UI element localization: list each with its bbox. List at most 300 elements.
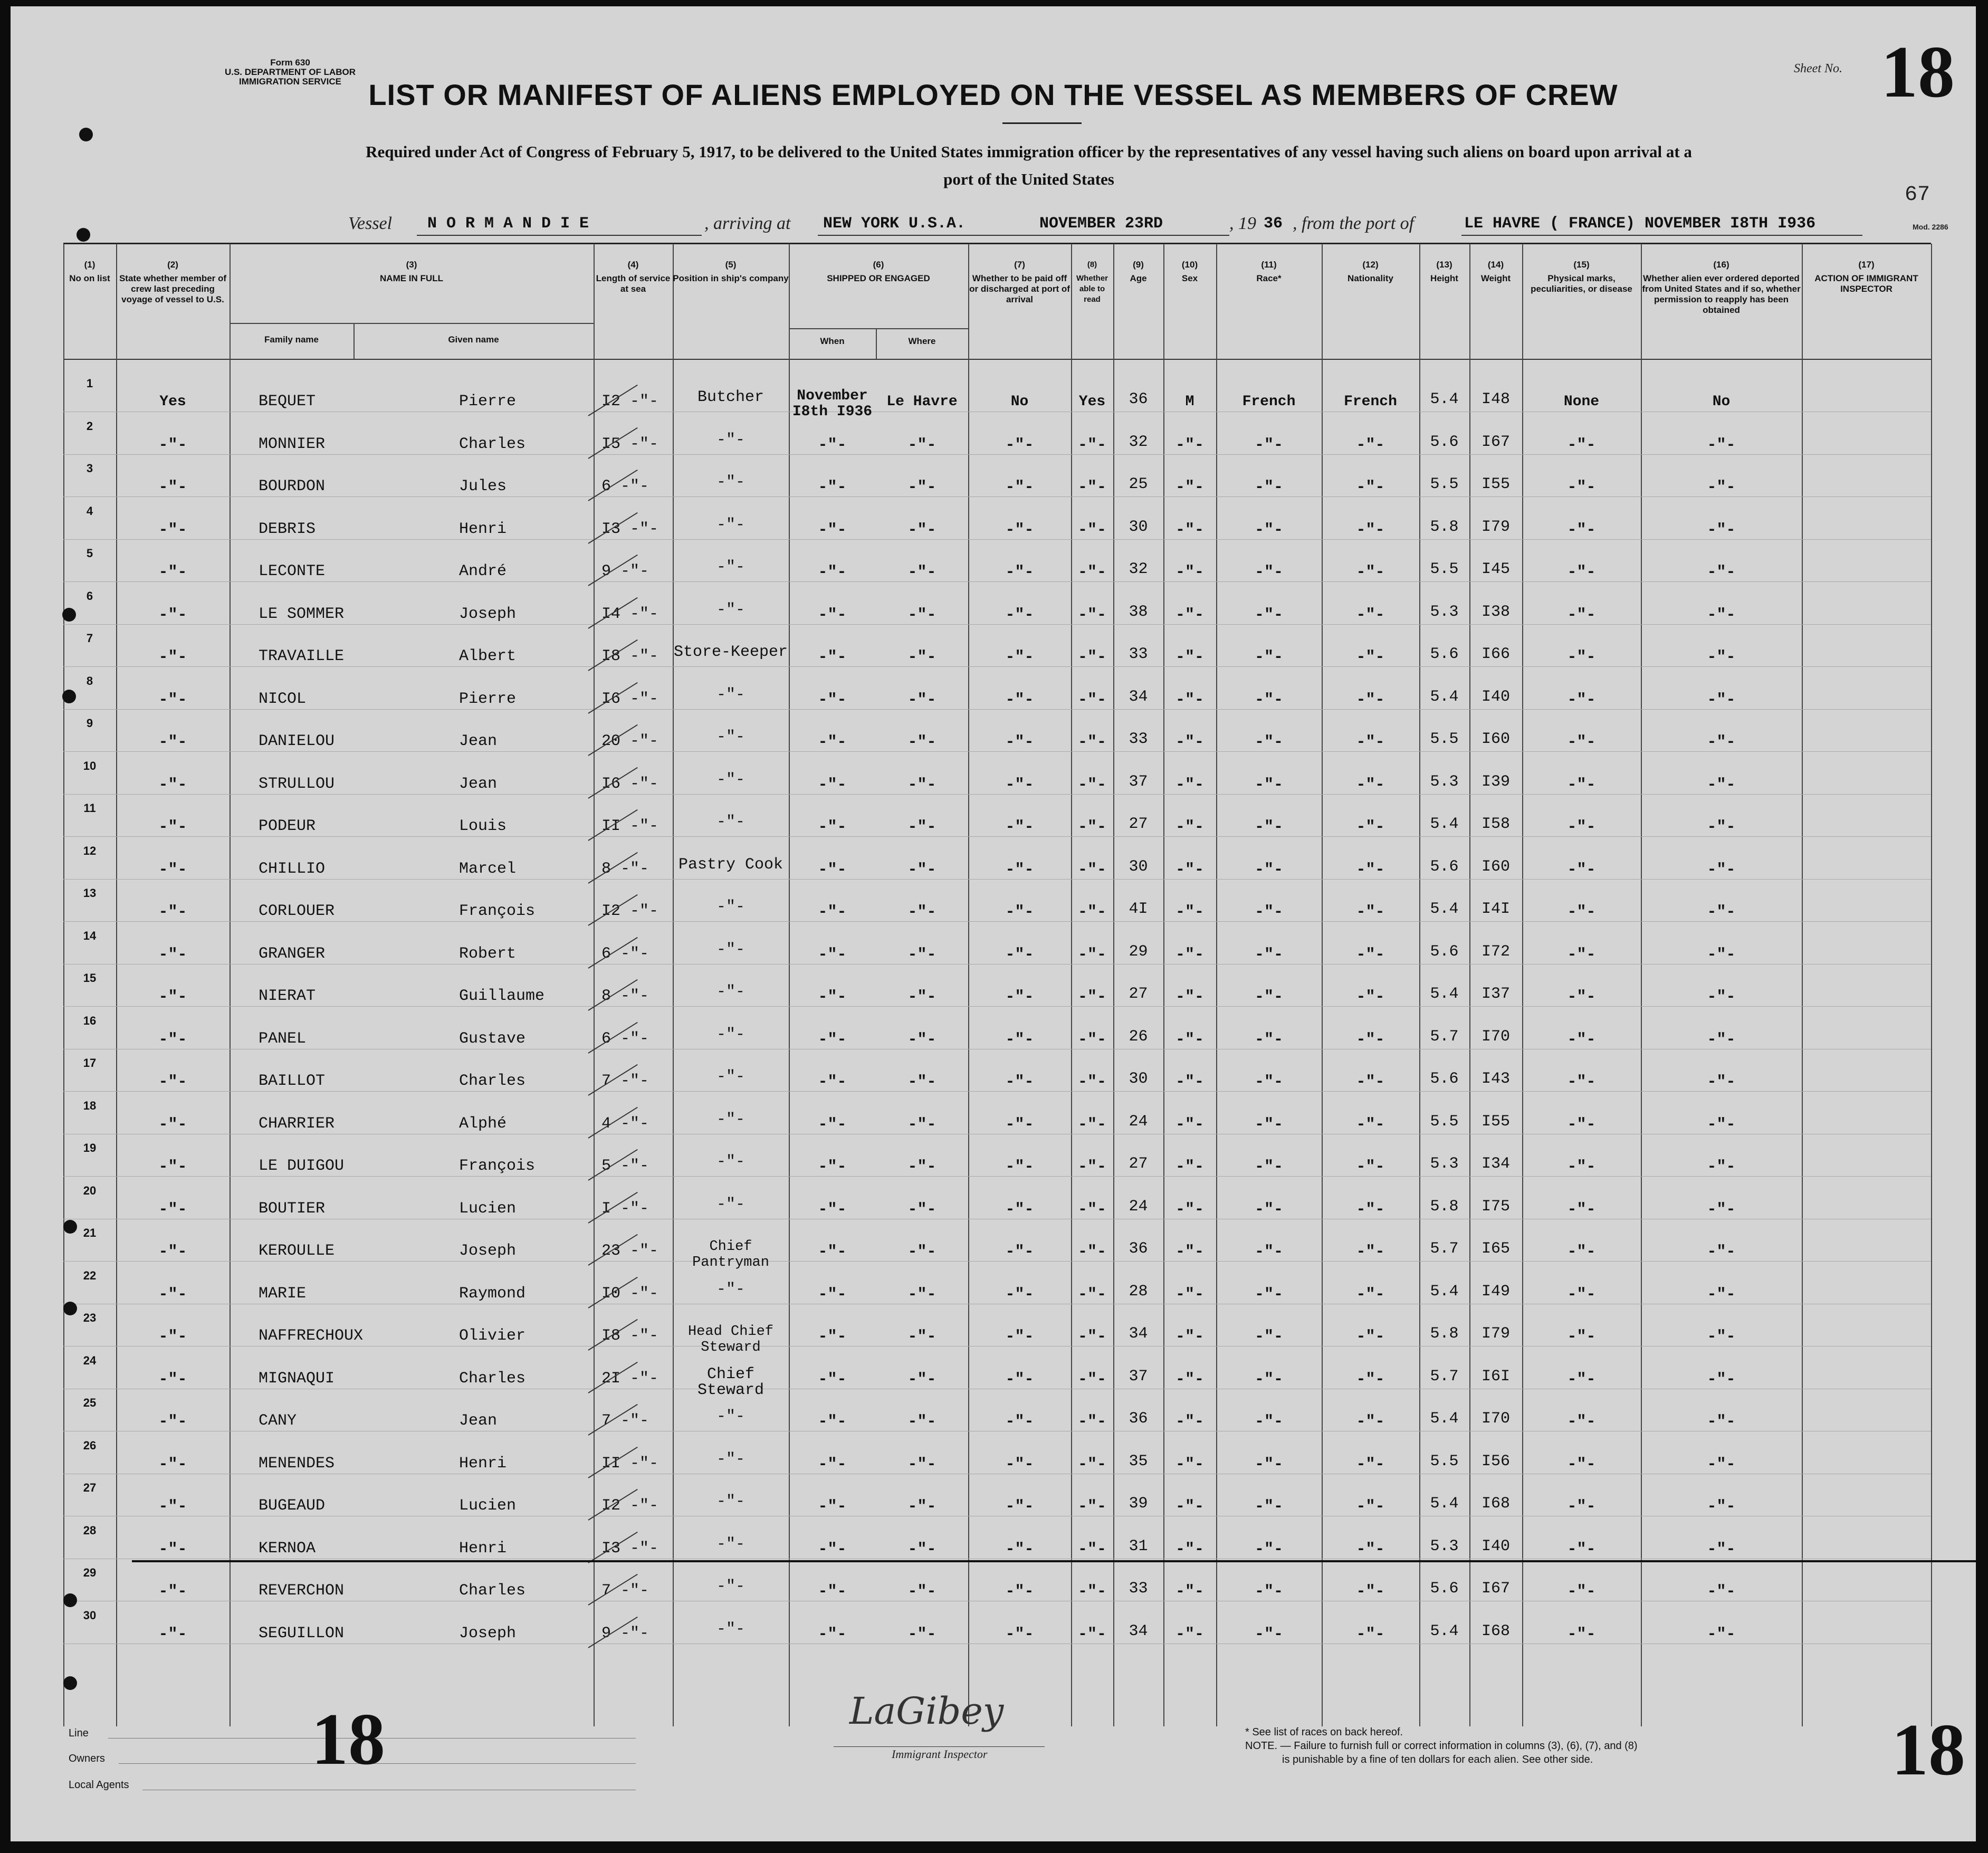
sex-cell: -"- bbox=[1175, 1498, 1204, 1516]
header-col-2: (2) State whether member of crew last preceding voyage of vessel to U.S. bbox=[119, 260, 227, 304]
given-name-cell: Pierre bbox=[459, 393, 517, 410]
able-to-read-cell: -"- bbox=[1077, 776, 1106, 794]
length-of-service-cell: I6 -"- bbox=[601, 690, 659, 708]
shipped-when-cell: -"- bbox=[818, 776, 847, 794]
length-of-service-cell: 23 -"- bbox=[601, 1242, 659, 1260]
sex-cell: -"- bbox=[1175, 1030, 1204, 1049]
race-cell: -"- bbox=[1254, 1030, 1283, 1049]
physical-marks-cell: -"- bbox=[1567, 436, 1596, 454]
shipped-where-cell: -"- bbox=[907, 606, 936, 624]
age-cell: 30 bbox=[1129, 518, 1148, 536]
age-cell: 39 bbox=[1129, 1495, 1148, 1513]
deported-cell: -"- bbox=[1707, 1540, 1736, 1559]
height-cell: 5.6 bbox=[1430, 433, 1459, 451]
paid-off-cell: -"- bbox=[1005, 776, 1034, 794]
shipped-when-cell: -"- bbox=[818, 606, 847, 624]
height-cell: 5.4 bbox=[1430, 1410, 1459, 1428]
length-of-service-cell: 5 -"- bbox=[601, 1157, 649, 1175]
shipped-when-cell: -"- bbox=[818, 1498, 847, 1516]
height-cell: 5.4 bbox=[1430, 390, 1459, 408]
height-cell: 5.7 bbox=[1430, 1367, 1459, 1386]
weight-cell: I70 bbox=[1481, 1027, 1510, 1046]
physical-marks-cell: -"- bbox=[1567, 1328, 1596, 1346]
header-col-5: (5) Position in ship's company bbox=[673, 260, 789, 283]
position-cell: -"- bbox=[716, 431, 745, 449]
nationality-cell: -"- bbox=[1356, 1625, 1385, 1644]
prev-voyage-cell: -"- bbox=[158, 1370, 187, 1389]
row-number: 11 bbox=[83, 801, 96, 815]
row-number: 23 bbox=[83, 1311, 97, 1324]
age-cell: 32 bbox=[1129, 560, 1148, 578]
race-cell: -"- bbox=[1254, 1200, 1283, 1219]
header-col-13: (13) Height bbox=[1430, 260, 1458, 283]
weight-cell: I40 bbox=[1481, 1537, 1510, 1555]
header-col-4: (4) Length of service at sea bbox=[596, 260, 671, 294]
family-name-cell: BUGEAUD bbox=[259, 1497, 326, 1515]
race-cell: -"- bbox=[1254, 1498, 1283, 1516]
row-number: 3 bbox=[86, 462, 93, 475]
shipped-when-cell: -"- bbox=[818, 1030, 847, 1049]
age-cell: 38 bbox=[1129, 603, 1148, 621]
height-cell: 5.4 bbox=[1430, 815, 1459, 833]
prev-voyage-cell: -"- bbox=[158, 691, 187, 709]
deported-cell: -"- bbox=[1707, 1030, 1736, 1049]
deported-cell: -"- bbox=[1707, 1328, 1736, 1346]
vessel-line bbox=[11, 209, 1976, 241]
position-cell: -"- bbox=[716, 558, 745, 576]
header-given-name: Given name bbox=[448, 335, 499, 345]
able-to-read-cell: -"- bbox=[1077, 648, 1106, 666]
shipped-where-cell: -"- bbox=[907, 1328, 936, 1346]
prev-voyage-cell: -"- bbox=[158, 648, 187, 666]
name-subheader-rule bbox=[230, 323, 594, 324]
prev-voyage-cell: -"- bbox=[158, 1328, 187, 1346]
paid-off-cell: -"- bbox=[1005, 1158, 1034, 1176]
length-of-service-cell: I6 -"- bbox=[601, 775, 659, 793]
from-label: , from the port of bbox=[1293, 214, 1414, 233]
sex-cell: -"- bbox=[1175, 1625, 1204, 1644]
agents-label: Local Agents bbox=[69, 1779, 129, 1791]
deported-cell: -"- bbox=[1707, 1073, 1736, 1091]
physical-marks-cell: -"- bbox=[1567, 818, 1596, 836]
row-number: 26 bbox=[83, 1438, 97, 1452]
note-line-2: NOTE. — Failure to furnish full or correct information in columns (3), (6), (7), and (8) bbox=[1245, 1740, 1638, 1752]
length-of-service-cell: I2 -"- bbox=[601, 902, 659, 920]
shipped-where-cell: -"- bbox=[907, 945, 936, 964]
family-name-cell: MIGNAQUI bbox=[259, 1369, 335, 1388]
inspector-signature: LaGibey bbox=[849, 1689, 1004, 1733]
weight-cell: I68 bbox=[1481, 1495, 1510, 1513]
physical-marks-cell: -"- bbox=[1567, 945, 1596, 964]
punch-hole bbox=[77, 228, 90, 242]
header-where: Where bbox=[908, 336, 936, 346]
arriving-underline bbox=[818, 235, 1039, 236]
page-title: LIST OR MANIFEST OF ALIENS EMPLOYED ON THE VESSEL AS MEMBERS OF CREW bbox=[368, 78, 1618, 111]
shipped-when-cell: -"- bbox=[818, 1370, 847, 1389]
given-name-cell: Robert bbox=[459, 944, 517, 963]
height-cell: 5.3 bbox=[1430, 772, 1459, 791]
given-name-cell: Joseph bbox=[459, 605, 517, 623]
shipped-where-cell: -"- bbox=[907, 521, 936, 539]
shipped-where-cell: -"- bbox=[907, 1030, 936, 1049]
nationality-cell: -"- bbox=[1356, 1413, 1385, 1431]
weight-cell: I39 bbox=[1481, 772, 1510, 791]
row-rule bbox=[63, 1006, 1931, 1007]
age-cell: 36 bbox=[1129, 1410, 1148, 1428]
nationality-cell: French bbox=[1344, 394, 1397, 410]
row-number: 24 bbox=[83, 1353, 97, 1367]
able-to-read-cell: -"- bbox=[1077, 606, 1106, 624]
paid-off-cell: -"- bbox=[1005, 733, 1034, 751]
weight-cell: I40 bbox=[1481, 687, 1510, 706]
header-col-8: (8) Whether able to read bbox=[1076, 260, 1108, 304]
shipped-where-cell: -"- bbox=[907, 988, 936, 1006]
nationality-cell: -"- bbox=[1356, 563, 1385, 581]
race-cell: -"- bbox=[1254, 691, 1283, 709]
able-to-read-cell: -"- bbox=[1077, 903, 1106, 921]
family-name-cell: PODEUR bbox=[259, 817, 316, 835]
family-name-cell: LECONTE bbox=[259, 562, 326, 580]
sex-cell: -"- bbox=[1175, 988, 1204, 1006]
race-cell: -"- bbox=[1254, 1073, 1283, 1091]
position-cell: -"- bbox=[716, 898, 745, 916]
row-rule bbox=[63, 709, 1931, 710]
sex-cell: -"- bbox=[1175, 1540, 1204, 1559]
deported-cell: -"- bbox=[1707, 436, 1736, 454]
position-cell: -"- bbox=[716, 1620, 745, 1638]
prev-voyage-cell: -"- bbox=[158, 436, 187, 454]
shipped-when-cell: -"- bbox=[818, 1540, 847, 1559]
nationality-cell: -"- bbox=[1356, 861, 1385, 879]
family-name-cell: NIERAT bbox=[259, 987, 316, 1005]
physical-marks-cell: -"- bbox=[1567, 988, 1596, 1006]
paid-off-cell: -"- bbox=[1005, 1243, 1034, 1261]
paid-off-cell: -"- bbox=[1005, 818, 1034, 836]
header-col-17: (17) ACTION OF IMMIGRANT INSPECTOR bbox=[1814, 260, 1918, 294]
height-cell: 5.5 bbox=[1430, 1452, 1459, 1470]
physical-marks-cell: -"- bbox=[1567, 733, 1596, 751]
shipped-where-cell: -"- bbox=[907, 1583, 936, 1601]
page-mark: 67 bbox=[1905, 183, 1930, 207]
height-cell: 5.4 bbox=[1430, 687, 1459, 706]
age-cell: 36 bbox=[1129, 1240, 1148, 1258]
sex-cell: -"- bbox=[1175, 1073, 1204, 1091]
arriving-date: NOVEMBER 23RD bbox=[1039, 215, 1163, 233]
physical-marks-cell: -"- bbox=[1567, 648, 1596, 666]
weight-cell: I58 bbox=[1481, 815, 1510, 833]
shipped-where-cell: -"- bbox=[907, 776, 936, 794]
header-col-1: (1) No on list bbox=[69, 260, 110, 283]
position-cell: -"- bbox=[716, 1110, 745, 1129]
paid-off-cell: -"- bbox=[1005, 1285, 1034, 1304]
row-number: 6 bbox=[86, 589, 93, 603]
height-cell: 5.5 bbox=[1430, 730, 1459, 748]
sheet-label: Sheet No. bbox=[1794, 62, 1842, 75]
column-line bbox=[1802, 244, 1803, 1726]
shipped-when-cell: -"- bbox=[818, 1625, 847, 1644]
family-name-cell: BAILLOT bbox=[259, 1072, 326, 1090]
shipped-when-cell: -"- bbox=[818, 1413, 847, 1431]
prev-voyage-cell: -"- bbox=[158, 563, 187, 581]
height-cell: 5.3 bbox=[1430, 1537, 1459, 1555]
deported-cell: -"- bbox=[1707, 691, 1736, 709]
shipped-where-cell: -"- bbox=[907, 818, 936, 836]
deported-cell: -"- bbox=[1707, 1285, 1736, 1304]
deported-cell: -"- bbox=[1707, 903, 1736, 921]
race-cell: -"- bbox=[1254, 776, 1283, 794]
family-name-cell: TRAVAILLE bbox=[259, 647, 345, 665]
shipped-when-cell: -"- bbox=[818, 436, 847, 454]
race-cell: -"- bbox=[1254, 988, 1283, 1006]
nationality-cell: -"- bbox=[1356, 818, 1385, 836]
row-rule bbox=[63, 624, 1931, 625]
able-to-read-cell: -"- bbox=[1077, 1455, 1106, 1474]
row-rule bbox=[63, 836, 1931, 837]
weight-cell: I79 bbox=[1481, 1325, 1510, 1343]
prev-voyage-cell: -"- bbox=[158, 1200, 187, 1219]
header-bottom-rule bbox=[63, 359, 1931, 360]
strikethrough-line bbox=[132, 1560, 1976, 1562]
length-of-service-cell: I2 -"- bbox=[601, 393, 659, 410]
length-of-service-cell: 9 -"- bbox=[601, 562, 649, 580]
paid-off-cell: -"- bbox=[1005, 1413, 1034, 1431]
row-rule bbox=[63, 879, 1931, 880]
paid-off-cell: -"- bbox=[1005, 606, 1034, 624]
able-to-read-cell: -"- bbox=[1077, 733, 1106, 751]
deported-cell: -"- bbox=[1707, 945, 1736, 964]
year-prefix: , 19 bbox=[1229, 214, 1256, 233]
owners-label: Owners bbox=[69, 1753, 105, 1764]
able-to-read-cell: Yes bbox=[1078, 394, 1106, 410]
weight-cell: I34 bbox=[1481, 1155, 1510, 1173]
height-cell: 5.8 bbox=[1430, 1197, 1459, 1216]
race-cell: -"- bbox=[1254, 606, 1283, 624]
shipped-where-cell: -"- bbox=[907, 1625, 936, 1644]
race-cell: -"- bbox=[1254, 1370, 1283, 1389]
nationality-cell: -"- bbox=[1356, 988, 1385, 1006]
race-cell: -"- bbox=[1254, 861, 1283, 879]
able-to-read-cell: -"- bbox=[1077, 563, 1106, 581]
able-to-read-cell: -"- bbox=[1077, 691, 1106, 709]
age-cell: 37 bbox=[1129, 1367, 1148, 1386]
given-name-cell: Gustave bbox=[459, 1029, 526, 1048]
physical-marks-cell: -"- bbox=[1567, 1285, 1596, 1304]
paid-off-cell: -"- bbox=[1005, 1115, 1034, 1134]
note-line-3: is punishable by a fine of ten dollars for each alien. See other side. bbox=[1282, 1754, 1593, 1765]
able-to-read-cell: -"- bbox=[1077, 1370, 1106, 1389]
height-cell: 5.3 bbox=[1430, 1155, 1459, 1173]
position-cell: -"- bbox=[716, 770, 745, 789]
given-name-cell: Guillaume bbox=[459, 987, 545, 1005]
header-col-11: (11) Race* bbox=[1256, 260, 1282, 283]
shipped-where-cell: -"- bbox=[907, 1073, 936, 1091]
shipped-when-cell: -"- bbox=[818, 1073, 847, 1091]
given-name-cell: Alphé bbox=[459, 1114, 507, 1133]
age-cell: 33 bbox=[1129, 730, 1148, 748]
age-cell: 37 bbox=[1129, 772, 1148, 791]
height-cell: 5.5 bbox=[1430, 475, 1459, 493]
row-number: 13 bbox=[83, 886, 97, 900]
paid-off-cell: -"- bbox=[1005, 1200, 1034, 1219]
family-name-cell: KEROULLE bbox=[259, 1242, 335, 1260]
deported-cell: -"- bbox=[1707, 1370, 1736, 1389]
given-name-cell: Joseph bbox=[459, 1242, 517, 1260]
length-of-service-cell: 6 -"- bbox=[601, 1029, 649, 1048]
row-number: 21 bbox=[83, 1226, 97, 1239]
height-cell: 5.6 bbox=[1430, 645, 1459, 663]
physical-marks-cell: -"- bbox=[1567, 1158, 1596, 1176]
deported-cell: -"- bbox=[1707, 776, 1736, 794]
race-cell: -"- bbox=[1254, 436, 1283, 454]
arriving-label: , arriving at bbox=[704, 214, 791, 233]
nationality-cell: -"- bbox=[1356, 1370, 1385, 1389]
age-cell: 24 bbox=[1129, 1112, 1148, 1131]
prev-voyage-cell: -"- bbox=[158, 479, 187, 496]
paid-off-cell: -"- bbox=[1005, 521, 1034, 539]
shipped-where-cell: -"- bbox=[907, 1370, 936, 1389]
prev-voyage-cell: -"- bbox=[158, 818, 187, 836]
age-cell: 31 bbox=[1129, 1537, 1148, 1555]
paid-off-cell: -"- bbox=[1005, 903, 1034, 921]
weight-cell: I66 bbox=[1481, 645, 1510, 663]
row-number: 10 bbox=[83, 759, 97, 772]
position-cell: -"- bbox=[716, 515, 745, 534]
column-line bbox=[594, 244, 595, 1726]
physical-marks-cell: -"- bbox=[1567, 1200, 1596, 1219]
shipped-where-cell: -"- bbox=[907, 563, 936, 581]
race-cell: -"- bbox=[1254, 903, 1283, 921]
family-name-cell: MONNIER bbox=[259, 435, 326, 453]
deported-cell: -"- bbox=[1707, 1158, 1736, 1176]
shipped-when-cell: -"- bbox=[818, 1583, 847, 1601]
shipped-when-cell: -"- bbox=[818, 1200, 847, 1219]
able-to-read-cell: -"- bbox=[1077, 1328, 1106, 1346]
physical-marks-cell: -"- bbox=[1567, 1030, 1596, 1049]
length-of-service-cell: 9 -"- bbox=[601, 1624, 649, 1642]
shipped-where-cell: -"- bbox=[907, 1540, 936, 1559]
header-col-10: (10) Sex bbox=[1181, 260, 1198, 283]
physical-marks-cell: -"- bbox=[1567, 1073, 1596, 1091]
punch-hole bbox=[63, 1302, 77, 1315]
weight-cell: I37 bbox=[1481, 985, 1510, 1003]
race-cell: -"- bbox=[1254, 1285, 1283, 1304]
position-cell: -"- bbox=[716, 1493, 745, 1511]
able-to-read-cell: -"- bbox=[1077, 436, 1106, 454]
from-port: LE HAVRE ( FRANCE) NOVEMBER I8TH I936 bbox=[1464, 215, 1816, 233]
prev-voyage-cell: Yes bbox=[159, 394, 186, 410]
able-to-read-cell: -"- bbox=[1077, 1030, 1106, 1049]
sex-cell: -"- bbox=[1175, 1455, 1204, 1474]
paid-off-cell: -"- bbox=[1005, 648, 1034, 666]
row-number: 16 bbox=[83, 1014, 97, 1027]
sex-cell: -"- bbox=[1175, 776, 1204, 794]
vessel-label: Vessel bbox=[348, 214, 393, 233]
physical-marks-cell: -"- bbox=[1567, 1583, 1596, 1601]
subtitle-line-1: Required under Act of Congress of February 5, 1917, to be delivered to the United States immigration officer by the representatives of any vessel having such aliens on board upon arrival at a bbox=[366, 142, 1692, 161]
deported-cell: -"- bbox=[1707, 1115, 1736, 1134]
signature-rule bbox=[834, 1746, 1045, 1747]
height-cell: 5.3 bbox=[1430, 603, 1459, 621]
race-cell: -"- bbox=[1254, 1625, 1283, 1644]
paid-off-cell: -"- bbox=[1005, 1328, 1034, 1346]
able-to-read-cell: -"- bbox=[1077, 1200, 1106, 1219]
height-cell: 5.7 bbox=[1430, 1027, 1459, 1046]
nationality-cell: -"- bbox=[1356, 733, 1385, 751]
family-name-cell: BEQUET bbox=[259, 393, 316, 410]
deported-cell: -"- bbox=[1707, 563, 1736, 581]
given-name-cell: Marcel bbox=[459, 859, 517, 878]
position-cell: -"- bbox=[716, 1535, 745, 1553]
sheet-number: 18 bbox=[1881, 31, 1955, 113]
age-cell: 33 bbox=[1129, 645, 1148, 663]
column-line bbox=[230, 244, 231, 1726]
position-cell: -"- bbox=[716, 1408, 745, 1426]
shipped-where-cell: -"- bbox=[907, 479, 936, 496]
header-col-16: (16) Whether alien ever ordered deported from United States and if so, whether permission to reapply has been obtained bbox=[1642, 260, 1801, 315]
row-number: 5 bbox=[86, 547, 93, 560]
sex-cell: -"- bbox=[1175, 861, 1204, 879]
shipped-when-cell: -"- bbox=[818, 1243, 847, 1261]
paid-off-cell: -"- bbox=[1005, 988, 1034, 1006]
shipped-where-cell: -"- bbox=[907, 1243, 936, 1261]
weight-cell: I75 bbox=[1481, 1197, 1510, 1216]
header-col-9: (9) Age bbox=[1130, 260, 1147, 283]
row-number: 28 bbox=[83, 1523, 97, 1537]
prev-voyage-cell: -"- bbox=[158, 988, 187, 1006]
given-name-cell: Jules bbox=[459, 477, 507, 495]
age-cell: 34 bbox=[1129, 687, 1148, 706]
nationality-cell: -"- bbox=[1356, 479, 1385, 496]
column-line bbox=[1931, 244, 1932, 1726]
family-name-cell: NICOL bbox=[259, 690, 307, 708]
weight-cell: I65 bbox=[1481, 1240, 1510, 1258]
sex-cell: -"- bbox=[1175, 479, 1204, 496]
weight-cell: I55 bbox=[1481, 475, 1510, 493]
shipped-where-cell: -"- bbox=[907, 1158, 936, 1176]
nationality-cell: -"- bbox=[1356, 903, 1385, 921]
row-number: 2 bbox=[86, 419, 93, 433]
weight-cell: I55 bbox=[1481, 1112, 1510, 1131]
form-number: Form 630 bbox=[270, 58, 310, 68]
row-rule bbox=[63, 581, 1931, 582]
age-cell: 24 bbox=[1129, 1197, 1148, 1216]
shipped-where-cell: -"- bbox=[907, 1498, 936, 1516]
position-cell: -"- bbox=[716, 813, 745, 831]
shipped-when-cell: -"- bbox=[818, 861, 847, 879]
given-name-cell: Charles bbox=[459, 1072, 526, 1090]
row-number: 30 bbox=[83, 1608, 97, 1622]
inspector-label: Immigrant Inspector bbox=[892, 1747, 988, 1761]
race-cell: -"- bbox=[1254, 563, 1283, 581]
nationality-cell: -"- bbox=[1356, 1285, 1385, 1304]
punch-hole bbox=[63, 1593, 77, 1607]
given-name-cell: Louis bbox=[459, 817, 507, 835]
able-to-read-cell: -"- bbox=[1077, 1540, 1106, 1559]
vessel-underline bbox=[417, 235, 702, 236]
height-cell: 5.6 bbox=[1430, 1580, 1459, 1598]
length-of-service-cell: I -"- bbox=[601, 1199, 649, 1218]
prev-voyage-cell: -"- bbox=[158, 1625, 187, 1644]
nationality-cell: -"- bbox=[1356, 1540, 1385, 1559]
position-cell: Chief Steward bbox=[697, 1365, 764, 1399]
race-cell: -"- bbox=[1254, 1455, 1283, 1474]
length-of-service-cell: 2I -"- bbox=[601, 1369, 659, 1388]
given-name-cell: Raymond bbox=[459, 1284, 526, 1303]
position-cell: -"- bbox=[716, 1578, 745, 1596]
length-of-service-cell: 8 -"- bbox=[601, 859, 649, 878]
punch-hole bbox=[63, 1220, 77, 1234]
weight-cell: I60 bbox=[1481, 730, 1510, 748]
